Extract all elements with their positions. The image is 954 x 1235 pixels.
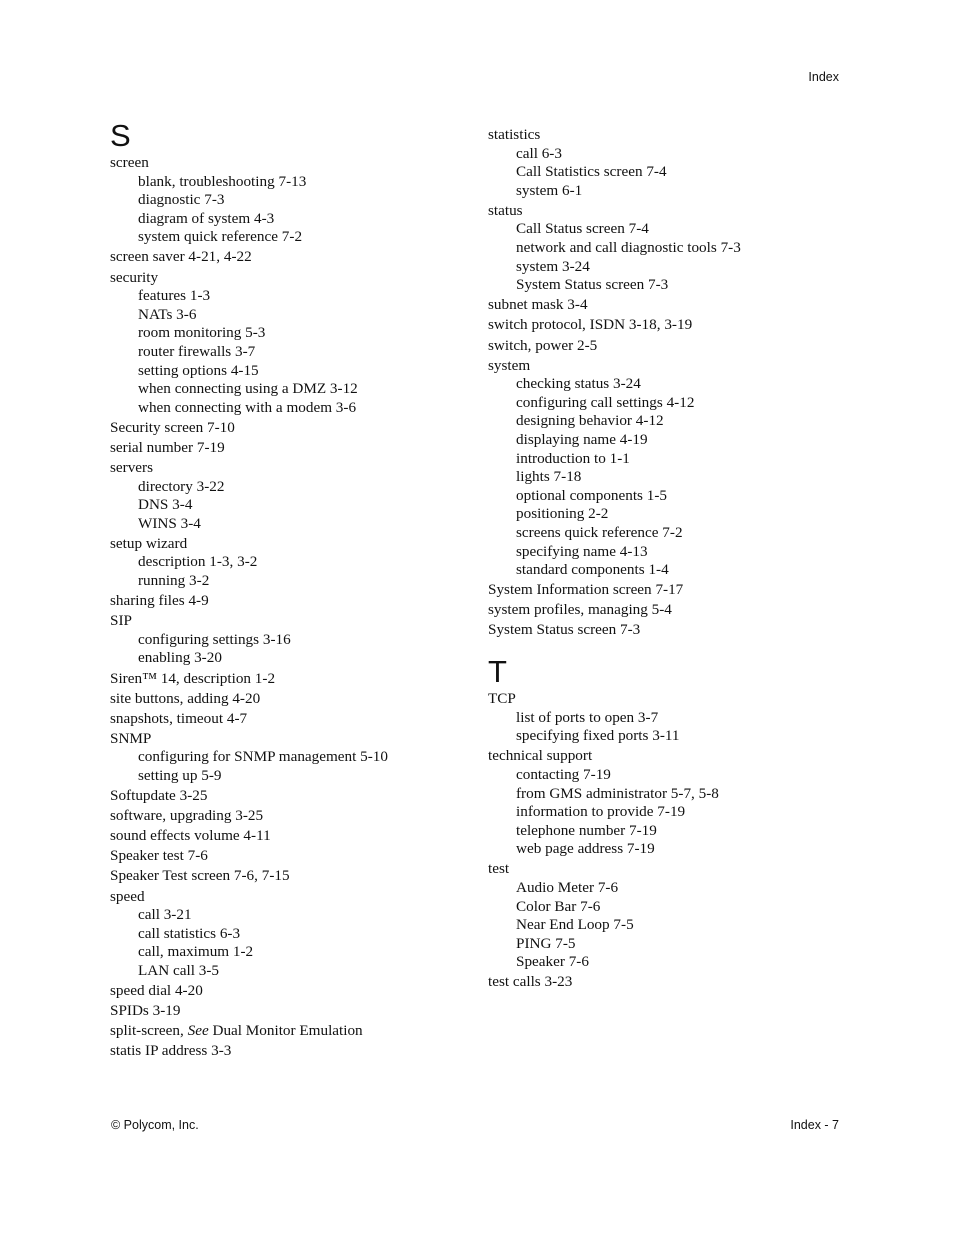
index-subentry: NATs 3-6: [138, 305, 197, 323]
index-term-text: split-screen,: [110, 1022, 188, 1040]
index-term: speed: [110, 887, 145, 905]
index-subentry: optional components 1-5: [516, 486, 668, 504]
footer-copyright: © Polycom, Inc.: [111, 1118, 199, 1132]
index-subentry: web page address 7-19: [516, 840, 655, 858]
index-term: technical support: [488, 747, 593, 765]
index-term: SIP: [110, 612, 132, 630]
index-subentry: router firewalls 3-7: [138, 342, 256, 360]
index-entry: [110, 787, 470, 806]
index-entry: [488, 747, 848, 859]
index-entry: [110, 154, 470, 247]
index-subentry: network and call diagnostic tools 7-3: [516, 239, 741, 257]
index-term: servers: [110, 459, 154, 476]
index-entry: [110, 1042, 470, 1061]
index-term: setup wizard: [110, 534, 188, 552]
index-entry: [110, 827, 470, 846]
index-subentry: call statistics 6-3: [138, 924, 241, 942]
index-subentry: DNS 3-4: [138, 496, 193, 514]
index-term: TCP: [488, 690, 516, 708]
index-term: sound effects volume 4-11: [110, 827, 271, 845]
index-term: Speaker Test screen 7-6, 7-15: [110, 867, 290, 885]
index-subentry: features 1-3: [138, 287, 211, 305]
index-subentry: when connecting with a modem 3-6: [138, 398, 357, 416]
index-term: SPIDs 3-19: [110, 1002, 181, 1020]
index-subentry: enabling 3-20: [138, 649, 222, 667]
index-subentry: telephone number 7-19: [516, 821, 657, 839]
index-subentry: checking status 3-24: [516, 375, 641, 393]
index-subentry: Call Status screen 7-4: [516, 220, 649, 238]
index-subentry: positioning 2-2: [516, 505, 609, 523]
index-term: screen saver 4-21, 4-22: [110, 248, 252, 266]
index-entry: [488, 337, 848, 356]
index-subentry: when connecting using a DMZ 3-12: [138, 380, 358, 398]
index-entry: [110, 730, 470, 786]
index-subentry: call, maximum 1-2: [138, 943, 254, 961]
index-subentry: blank, troubleshooting 7-13: [138, 172, 307, 190]
index-entry: [488, 581, 848, 600]
index-entry: [488, 357, 848, 580]
index-subentry: from GMS administrator 5-7, 5-8: [516, 784, 719, 802]
index-entry: [488, 126, 848, 200]
index-entry: [110, 269, 470, 418]
index-entry: [488, 973, 848, 992]
index-subentry: system 6-1: [516, 181, 583, 199]
index-subentry: diagnostic 7-3: [138, 191, 225, 209]
index-entry: [110, 612, 470, 668]
index-entry: [488, 316, 848, 335]
index-term: system: [488, 356, 531, 374]
index-entry: [110, 592, 470, 611]
index-term: test: [488, 860, 510, 878]
index-subentry: specifying name 4-13: [516, 542, 648, 560]
index-term: screen: [110, 154, 149, 171]
index-subentry: displaying name 4-19: [516, 431, 648, 448]
index-subentry: configuring settings 3-16: [138, 630, 291, 648]
index-term: Softupdate 3-25: [110, 787, 208, 805]
index-subentry: standard components 1-4: [516, 561, 669, 579]
index-subentry: call 3-21: [138, 906, 192, 924]
index-letter-heading: S: [110, 118, 131, 153]
index-subentry: room monitoring 5-3: [138, 324, 266, 342]
index-entry: [488, 690, 848, 746]
index-entry: [110, 459, 470, 533]
index-term: Security screen 7-10: [110, 418, 235, 436]
index-entry: [110, 867, 470, 886]
index-term: [110, 1022, 470, 1041]
index-term: site buttons, adding 4-20: [110, 689, 261, 707]
index-entry: [110, 1022, 470, 1041]
index-entry: [110, 439, 470, 458]
index-entry: [110, 248, 470, 267]
index-subentry: setting options 4-15: [138, 361, 259, 379]
index-subentry: Call Statistics screen 7-4: [516, 163, 667, 181]
index-subentry: lights 7-18: [516, 468, 582, 486]
index-subentry: information to provide 7-19: [516, 803, 686, 821]
index-subentry: system 3-24: [516, 257, 590, 275]
index-entry: [110, 419, 470, 438]
index-entry: [110, 690, 470, 709]
index-subentry: Color Bar 7-6: [516, 897, 601, 915]
index-term: SNMP: [110, 729, 152, 747]
index-entry: [488, 202, 848, 295]
index-entry: [110, 535, 470, 591]
index-term: status: [488, 201, 523, 219]
index-term: statistics: [488, 126, 541, 143]
index-term: statis IP address 3-3: [110, 1042, 232, 1060]
index-term: speed dial 4-20: [110, 982, 203, 1000]
index-term: security: [110, 268, 159, 286]
index-term: serial number 7-19: [110, 438, 225, 456]
index-entry: [488, 296, 848, 315]
index-subentry: list of ports to open 3-7: [516, 708, 659, 726]
index-subentry: designing behavior 4-12: [516, 412, 664, 430]
index-entry: [110, 982, 470, 1001]
index-subentry: call 6-3: [516, 144, 562, 162]
index-subentry: System Status screen 7-3: [516, 276, 669, 294]
index-term: system profiles, managing 5-4: [488, 601, 672, 619]
index-term: Siren™ 14, description 1-2: [110, 669, 276, 687]
index-entry: [488, 601, 848, 620]
index-term: test calls 3-23: [488, 973, 573, 991]
index-subentry: description 1-3, 3-2: [138, 553, 258, 571]
index-term: Speaker test 7-6: [110, 847, 208, 865]
index-subentry: directory 3-22: [138, 477, 225, 495]
running-header: Index: [808, 70, 839, 84]
index-term: System Status screen 7-3: [488, 621, 641, 639]
index-subentry: introduction to 1-1: [516, 449, 630, 467]
see-reference: See: [187, 1022, 209, 1040]
index-term: software, upgrading 3-25: [110, 807, 264, 825]
index-column-left: [110, 118, 470, 1062]
index-term: sharing files 4-9: [110, 592, 209, 610]
index-subentry: WINS 3-4: [138, 514, 201, 532]
index-term: switch protocol, ISDN 3-18, 3-19: [488, 316, 693, 334]
index-entry: [110, 1002, 470, 1021]
index-subentry: specifying fixed ports 3-11: [516, 727, 680, 745]
index-column-right: [488, 126, 848, 994]
index-term: switch, power 2-5: [488, 336, 598, 354]
footer-page-number: Index - 7: [790, 1118, 839, 1132]
index-subentry: setting up 5-9: [138, 767, 222, 784]
index-entry: [110, 807, 470, 826]
index-subentry: screens quick reference 7-2: [516, 523, 683, 541]
index-subentry: PING 7-5: [516, 934, 576, 952]
index-term: snapshots, timeout 4-7: [110, 709, 248, 727]
index-subentry: running 3-2: [138, 572, 210, 590]
index-entry: [488, 860, 848, 972]
index-letter-heading: T: [488, 654, 507, 690]
index-entry: [110, 888, 470, 981]
index-subentry: configuring call settings 4-12: [516, 393, 695, 411]
index-subentry: configuring for SNMP management 5-10: [138, 748, 388, 766]
index-entry: [110, 847, 470, 866]
index-subentry: LAN call 3-5: [138, 961, 219, 979]
index-subentry: Near End Loop 7-5: [516, 916, 634, 934]
see-target: Dual Monitor Emulation: [208, 1022, 363, 1040]
index-term: System Information screen 7-17: [488, 581, 684, 599]
index-subentry: system quick reference 7-2: [138, 228, 303, 246]
index-subentry: contacting 7-19: [516, 765, 611, 783]
index-subentry: diagram of system 4-3: [138, 209, 275, 227]
index-entry: [110, 710, 470, 729]
index-entry: [110, 670, 470, 689]
index-subentry: Speaker 7-6: [516, 953, 589, 971]
index-term: subnet mask 3-4: [488, 296, 588, 314]
index-subentry: Audio Meter 7-6: [516, 878, 619, 896]
index-entry: [488, 621, 848, 640]
